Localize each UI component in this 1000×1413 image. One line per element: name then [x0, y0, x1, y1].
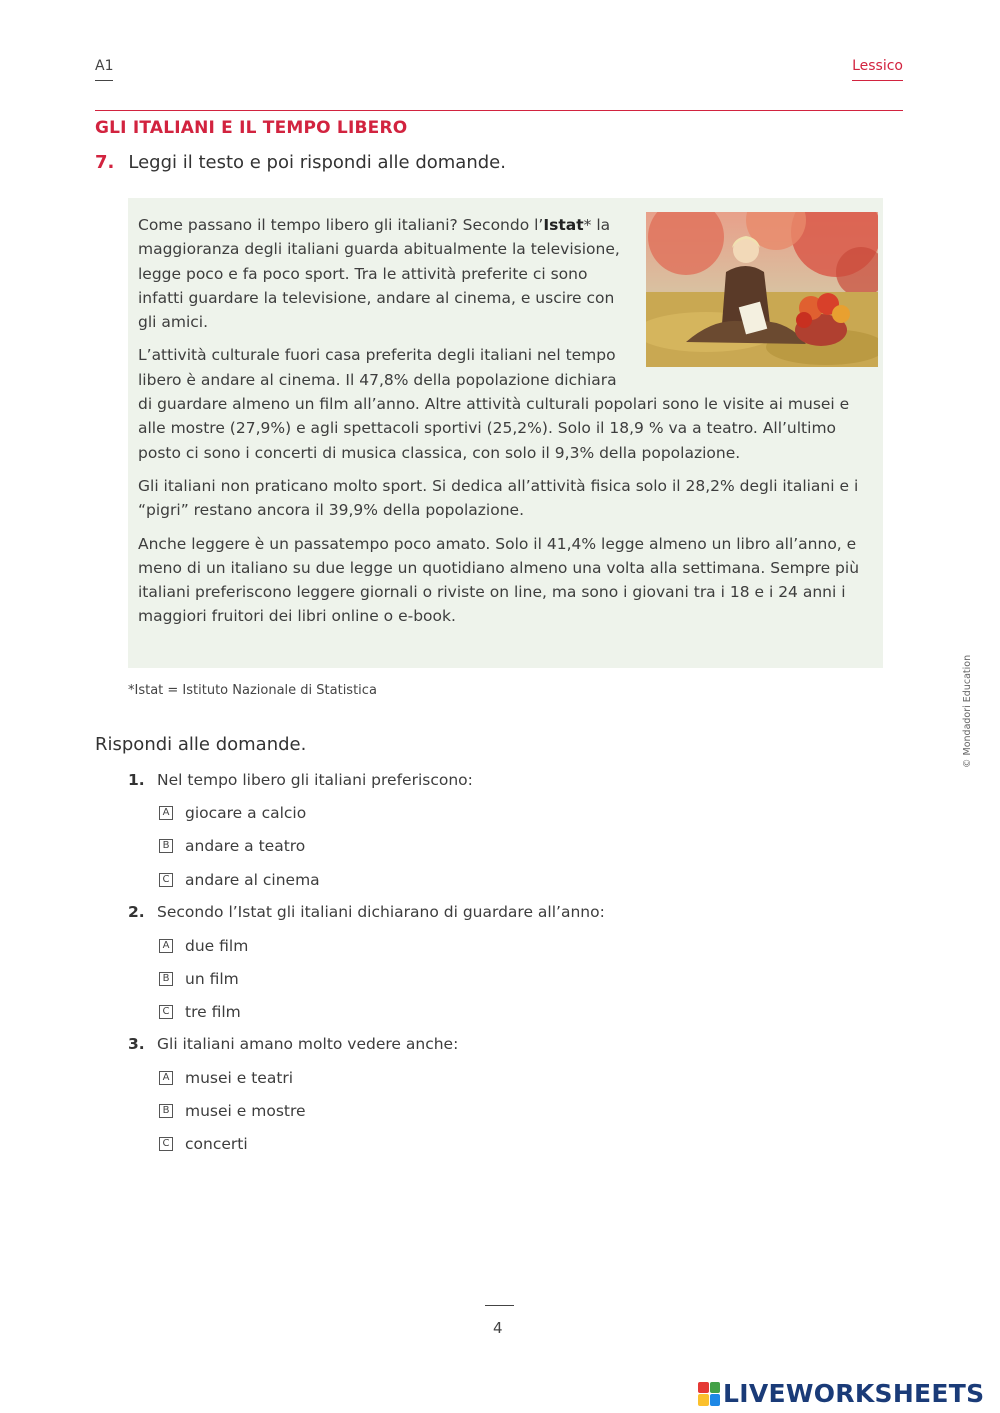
question-text: Gli italiani amano molto vedere anche:: [157, 1035, 459, 1053]
page-title: GLI ITALIANI E IL TEMPO LIBERO: [95, 118, 408, 138]
question-3: [128, 1035, 458, 1053]
section-label: Lessico: [852, 58, 903, 74]
option-letter-box[interactable]: B: [159, 972, 173, 986]
woman-reading-photo: [646, 212, 878, 367]
option-letter-box[interactable]: B: [159, 839, 173, 853]
publisher-credit: © Mondadori Education: [962, 654, 973, 768]
question-3-option-b[interactable]: [159, 1102, 306, 1120]
reading-box: [128, 198, 883, 668]
exercise-number: 7.: [95, 152, 115, 173]
question-text: Nel tempo libero gli italiani preferiscono:: [157, 771, 473, 789]
level-underline: [95, 80, 113, 81]
reading-text: [138, 213, 878, 638]
option-text: un film: [185, 970, 239, 988]
question-text: Secondo l’Istat gli italiani dichiarano di guardare all’anno:: [157, 903, 605, 921]
footnote: *Istat = Istituto Nazionale di Statistica: [128, 683, 377, 698]
brand-name: LIVEWORKSHEETS: [723, 1379, 985, 1408]
option-letter-box[interactable]: A: [159, 939, 173, 953]
option-letter-box[interactable]: A: [159, 806, 173, 820]
liveworksheets-logo-icon: [698, 1382, 720, 1406]
option-letter-box[interactable]: C: [159, 873, 173, 887]
option-letter-box[interactable]: A: [159, 1071, 173, 1085]
question-1-option-b[interactable]: [159, 837, 305, 855]
reading-paragraph-1: Come passano il tempo libero gli italiani? Secondo l’Istat* la maggioranza degli italiani guarda abitualmente la televisione, legge poco e fa poco sport. Tra le attività preferite ci sono infatti guardare la televisione, andare al cinema, e uscire con gli amici.: [138, 216, 620, 332]
question-number: 2.: [128, 903, 145, 921]
option-text: due film: [185, 937, 249, 955]
question-3-option-c[interactable]: [159, 1135, 248, 1153]
question-2-option-a[interactable]: [159, 937, 248, 955]
option-text: musei e teatri: [185, 1069, 294, 1087]
question-2: [128, 903, 605, 921]
option-letter-box[interactable]: B: [159, 1104, 173, 1118]
option-text: concerti: [185, 1135, 248, 1153]
option-text: andare al cinema: [185, 871, 320, 889]
page-number: 4: [493, 1319, 503, 1337]
question-2-option-b[interactable]: [159, 970, 239, 988]
istat-term: Istat: [543, 216, 584, 234]
option-text: giocare a calcio: [185, 804, 307, 822]
reading-paragraph-2: L’attività culturale fuori casa preferita degli italiani nel tempo libero è andare al cinema. Il 47,8% della popolazione dichiara di guardare almeno un film all’anno. Altre attività culturali popolari sono le visite ai musei e alle mostre (27,9%) e agli spettacoli sportivi (25,2%). Solo il 18,9 % va a teatro. All’ultimo posto ci sono i concerti di musica classica, con solo il 9,3% della popolazione.: [138, 346, 850, 462]
option-text: andare a teatro: [185, 837, 306, 855]
section-underline: [852, 80, 903, 81]
reading-paragraph-4: Anche leggere è un passatempo poco amato. Solo il 41,4% legge almeno un libro all’anno, e meno di un italiano su due legge un quotidiano almeno una volta alla settimana. Sempre più italiani preferiscono leggere giornali o riviste on line, ma sono i giovani tra i 18 e i 24 anni i maggiori fruitori dei libri online o e-book.: [138, 534, 860, 626]
question-1-option-a[interactable]: [159, 804, 306, 822]
liveworksheets-brand[interactable]: [698, 1379, 984, 1408]
question-1-option-c[interactable]: [159, 871, 320, 889]
photo-illustration: [646, 212, 878, 367]
option-letter-box[interactable]: C: [159, 1137, 173, 1151]
option-letter-box[interactable]: C: [159, 1005, 173, 1019]
question-1: [128, 771, 473, 789]
option-text: musei e mostre: [185, 1102, 306, 1120]
option-text: tre film: [185, 1003, 241, 1021]
page-number-rule: [485, 1305, 514, 1306]
question-number: 1.: [128, 771, 145, 789]
question-3-option-a[interactable]: [159, 1069, 293, 1087]
question-number: 3.: [128, 1035, 145, 1053]
header-divider: [95, 110, 903, 111]
questions-title: Rispondi alle domande.: [95, 734, 307, 755]
reading-paragraph-3: Gli italiani non praticano molto sport. Si dedica all’attività fisica solo il 28,2% degli italiani e i “pigri” restano ancora il 39,9% della popolazione.: [138, 476, 859, 520]
level-label: A1: [95, 58, 114, 74]
exercise-instruction: [95, 152, 506, 173]
question-2-option-c[interactable]: [159, 1003, 241, 1021]
exercise-text: Leggi il testo e poi rispondi alle domande.: [128, 152, 506, 173]
